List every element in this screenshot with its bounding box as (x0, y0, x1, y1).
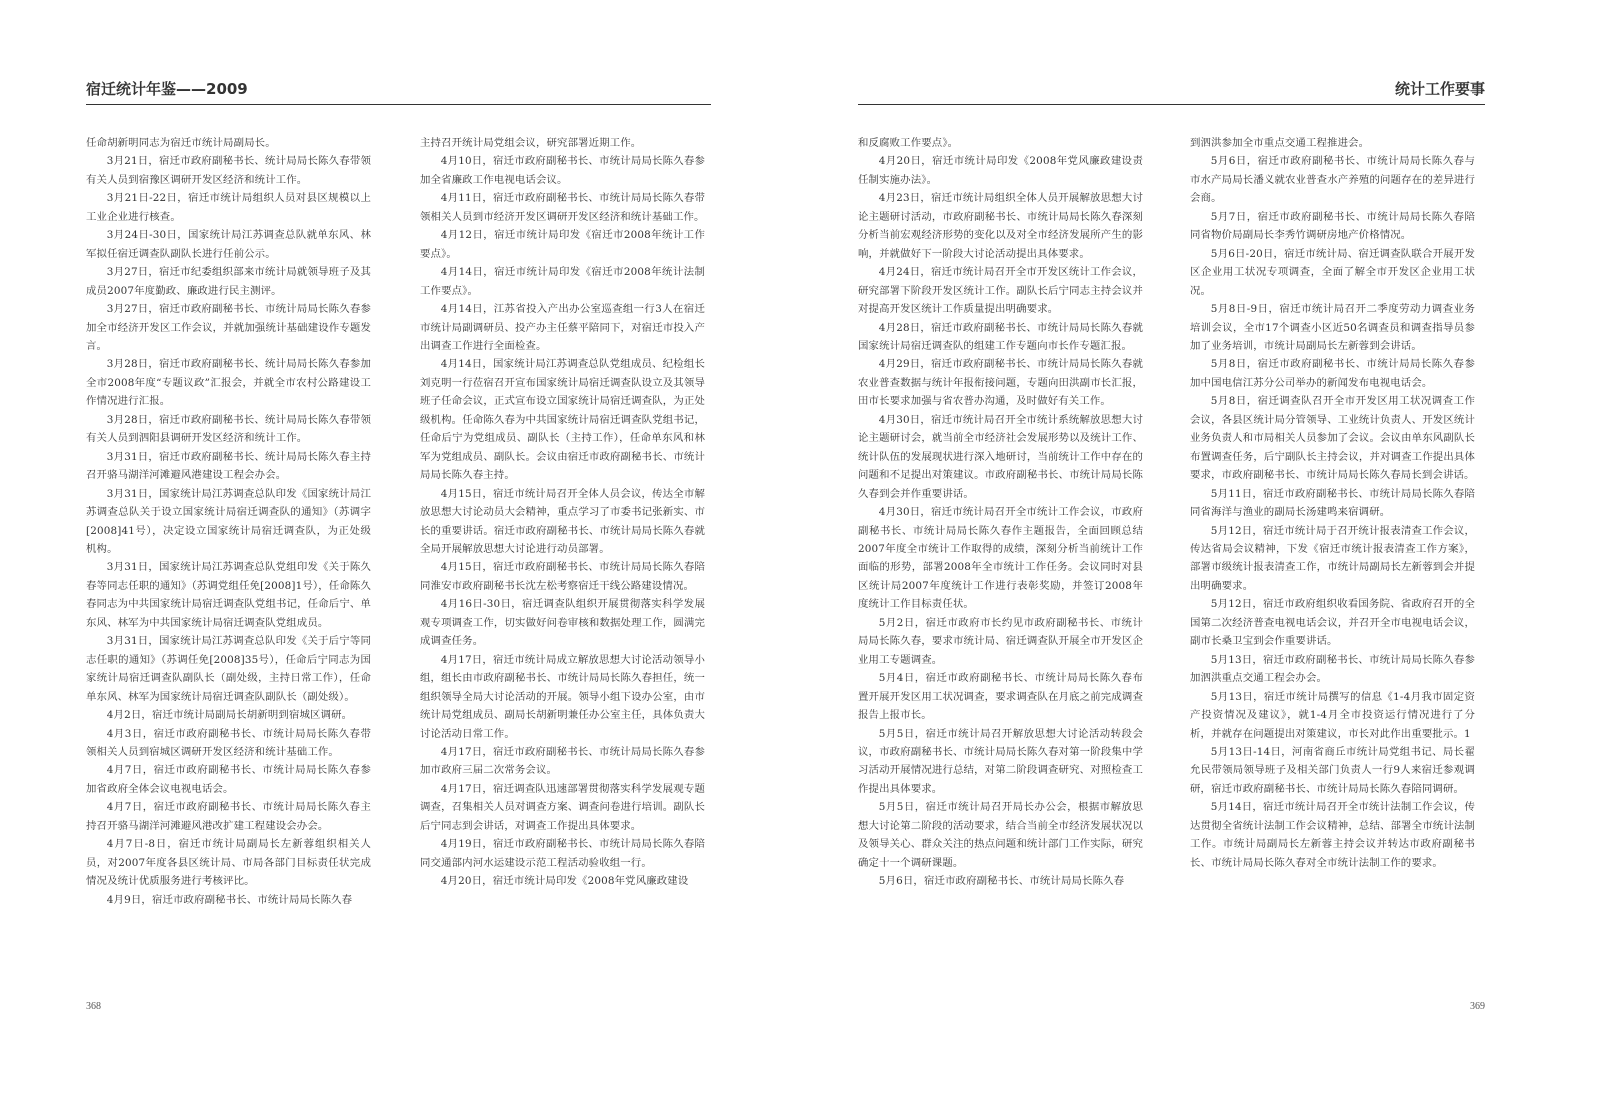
left-page-number: 368 (86, 1001, 101, 1012)
paragraph: 5月4日，宿迁市政府副秘书长、市统计局局长陈久春布置开展开发区用工状况调查，要求调查队在月底之前完成调查报告上报市长。 (858, 672, 1143, 722)
text-column-2 (420, 134, 705, 891)
paragraph: 4月17日，宿迁市政府副秘书长、市统计局局长陈久春参加市政府三届二次常务会议。 (420, 745, 705, 777)
text-column-3 (858, 134, 1143, 891)
paragraph: 5月5日，宿迁市统计局召开解放思想大讨论活动转段会议，市政府副秘书长、市统计局局长陈久春对第一阶段集中学习活动开展情况进行总结，对第二阶段调查研究、对照检查工作提出具体要求。 (858, 727, 1143, 795)
paragraph: 到泗洪参加全市重点交通工程推进会。 (1190, 137, 1370, 149)
paragraph: 4月20日，宿迁市统计局印发《2008年党风廉政建设 (440, 875, 689, 888)
paragraph: 3月24日-30日，国家统计局江苏调查总队就单东风、林军拟任宿迁调查队副队长进行任前公示。 (86, 229, 371, 260)
paragraph: 3月27日，宿迁市政府副秘书长、市统计局局长陈久春参加全市经济开发区工作会议，并就加强统计基础建设作专题发言。 (86, 303, 371, 352)
paragraph: 5月2日，宿迁市政府市长约见市政府副秘书长、市统计局局长陈久春，要求市统计局、宿迁调查队开展全市开发区企业用工专题调查。 (858, 616, 1143, 666)
left-header-rule (86, 104, 711, 105)
paragraph: 4月30日，宿迁市统计局召开全市统计工作会议，市政府副秘书长、市统计局局长陈久春作主题报告，全面回顾总结2007年度全市统计工作取得的成绩，深刻分析当前统计工作面临的形势，部署2008年全市统计工作任务。会议同时对县区统计局2007年度统计工作进行表彰奖励，并签订2008年度统计工作目标责任状。 (858, 506, 1143, 611)
paragraph: 4月19日，宿迁市政府副秘书长、市统计局局长陈久春陪同交通部内河水运建设示范工程活动验收组一行。 (420, 838, 705, 869)
paragraph: 5月8日，宿迁市政府副秘书长、市统计局局长陈久春参加中国电信江苏分公司举办的新闻发布电视电话会。 (1190, 358, 1475, 389)
paragraph: 任命胡新明同志为宿迁市统计局副局长。 (86, 137, 276, 149)
right-header-rule (858, 104, 1485, 105)
paragraph: 3月27日，宿迁市纪委组织部来市统计局就领导班子及其成员2007年度勤政、廉政进行民主测评。 (86, 266, 371, 297)
paragraph: 3月31日，国家统计局江苏调查总队党组印发《关于陈久春等同志任职的通知》（苏调党组任免[2008]1号），任命陈久春同志为中共国家统计局宿迁调查队党组书记，任命后宁、单东风、林军为中共国家统计局宿迁调查队党组成员。 (86, 561, 371, 629)
right-page-number: 369 (1470, 1001, 1485, 1012)
paragraph: 4月3日，宿迁市政府副秘书长、市统计局局长陈久春带领相关人员到宿城区调研开发区经济和统计基础工作。 (86, 727, 371, 758)
paragraph: 3月21日-22日，宿迁市统计局组织人员对县区规模以上工业企业进行核查。 (86, 192, 371, 223)
paragraph: 4月2日，宿迁市统计局副局长胡新明到宿城区调研。 (106, 709, 353, 722)
paragraph: 4月28日，宿迁市政府副秘书长、市统计局局长陈久春就国家统计局宿迁调查队的组建工作专题向市长作专题汇报。 (858, 321, 1143, 352)
paragraph: 5月8日，宿迁调查队召开全市开发区用工状况调查工作会议，各县区统计局分管领导、工业统计负责人、开发区统计业务负责人和市局相关人员参加了会议。会议由单东风副队长布置调查任务，后宁副队长主持会议，并对调查工作提出具体要求，市政府副秘书长、市统计局局长陈久春局长到会讲话。 (1190, 395, 1475, 482)
paragraph: 5月12日，宿迁市统计局于召开统计报表清查工作会议，传达省局会议精神，下发《宿迁市统计报表清查工作方案》，部署市级统计报表清查工作，市统计局副局长左新蓉到会并提出明确要求。 (1190, 524, 1475, 592)
paragraph: 4月14日，宿迁市统计局印发《宿迁市2008年统计法制工作要点》。 (420, 266, 705, 297)
paragraph: 5月13日，宿迁市统计局撰写的信息《1-4月我市固定资产投资情况及建议》，就1-4月全市投资运行情况进行了分析，并就存在问题提出对策建议，市长对此作出重要批示。1 (1190, 690, 1475, 740)
right-page-header: 统计工作要事 (1394, 80, 1485, 98)
paragraph: 5月6日，宿迁市政府副秘书长、市统计局局长陈久春与市水产局局长潘义就农业普查水产养殖的问题存在的差异进行会商。 (1190, 155, 1475, 205)
paragraph: 4月14日，国家统计局江苏调查总队党组成员、纪检组长刘克明一行莅宿召开宣布国家统计局宿迁调查队设立及其领导班子任命会议，正式宣布设立国家统计局宿迁调查队，为正处级机构。任命陈久春为中共国家统计局宿迁调查队党组书记，任命后宁为党组成员、副队长（主持工作），任命单东风和林军为党组成员、副队长。会议由宿迁市政府副秘书长、市统计局局长陈久春主持。 (420, 358, 705, 482)
paragraph: 5月6日，宿迁市政府副秘书长、市统计局局长陈久春 (878, 875, 1125, 888)
paragraph: 和反腐败工作要点》。 (858, 137, 959, 149)
paragraph: 4月7日，宿迁市政府副秘书长、市统计局局长陈久春主持召开骆马湖洋河滩避风港改扩建工程建设会办会。 (86, 801, 371, 832)
left-page-header: 宿迁统计年鉴——2009 (86, 80, 248, 98)
paragraph: 4月24日，宿迁市统计局召开全市开发区统计工作会议，研究部署下阶段开发区统计工作。副队长后宁同志主持会议并对提高开发区统计工作质量提出明确要求。 (858, 266, 1143, 316)
paragraph: 4月7日-8日，宿迁市统计局副局长左新蓉组织相关人员，对2007年度各县区统计局、市局各部门目标责任状完成情况及统计优质服务进行考核评比。 (86, 838, 371, 888)
paragraph: 4月9日，宿迁市政府副秘书长、市统计局局长陈久春 (106, 893, 353, 906)
paragraph: 4月23日，宿迁市统计局组织全体人员开展解放思想大讨论主题研讨活动，市政府副秘书长、市统计局局长陈久春深刻分析当前宏观经济形势的变化以及对全市经济发展所产生的影响，并就做好下一阶段大讨论活动提出具体要求。 (858, 192, 1143, 260)
paragraph: 4月17日，宿迁调查队迅速部署贯彻落实科学发展观专题调查，召集相关人员对调查方案、调查问卷进行培训。副队长后宁同志到会讲话，对调查工作提出具体要求。 (420, 782, 705, 832)
paragraph: 4月15日，宿迁市统计局召开全体人员会议，传达全市解放思想大讨论动员大会精神，重点学习了市委书记张新实、市长的重要讲话。宿迁市政府副秘书长、市统计局局长陈久春就全局开展解放思想大讨论进行动员部署。 (420, 487, 705, 555)
paragraph: 3月31日，国家统计局江苏调查总队印发《国家统计局江苏调查总队关于设立国家统计局宿迁调查队的通知》（苏调字[2008]41号），决定设立国家统计局宿迁调查队，为正处级机构。 (86, 487, 371, 555)
paragraph: 5月12日，宿迁市政府组织收看国务院、省政府召开的全国第二次经济普查电视电话会议，并召开全市电视电话会议，副市长桑卫宝到会作重要讲话。 (1190, 598, 1475, 648)
paragraph: 4月30日，宿迁市统计局召开全市统计系统解放思想大讨论主题研讨会，就当前全市经济社会发展形势以及统计工作、统计队伍的发展现状进行深入地研讨，当前统计工作中存在的问题和不足提出对策建议。市政府副秘书长、市统计局局长陈久春到会并作重要讲话。 (858, 413, 1143, 500)
paragraph: 4月14日，江苏省投入产出办公室巡查组一行3人在宿迁市统计局副调研员、投产办主任蔡平陪同下，对宿迁市投入产出调查工作进行全面检查。 (420, 303, 705, 352)
text-column-1 (86, 134, 371, 909)
paragraph: 3月21日，宿迁市政府副秘书长、统计局局长陈久春带领有关人员到宿豫区调研开发区经济和统计工作。 (86, 155, 371, 186)
paragraph: 5月7日，宿迁市政府副秘书长、市统计局局长陈久春陪同省物价局副局长李秀竹调研房地产价格情况。 (1190, 210, 1475, 242)
paragraph: 4月15日，宿迁市政府副秘书长、市统计局局长陈久春陪同淮安市政府副秘书长沈左松考察宿迁干线公路建设情况。 (420, 561, 705, 592)
paragraph: 3月28日，宿迁市政府副秘书长、统计局局长陈久春参加全市2008年度“专题议政”汇报会，并就全市农村公路建设工作情况进行汇报。 (86, 358, 371, 408)
paragraph: 5月8日-9日，宿迁市统计局召开二季度劳动力调查业务培训会议，全市17个调查小区近50名调查员和调查指导员参加了业务培训，市统计局副局长左新蓉到会讲话。 (1190, 303, 1475, 352)
paragraph: 5月6日-20日，宿迁市统计局、宿迁调查队联合开展开发区企业用工状况专项调查，全面了解全市开发区企业用工状况。 (1190, 247, 1475, 297)
paragraph: 3月28日，宿迁市政府副秘书长、统计局局长陈久春带领有关人员到泗阳县调研开发区经济和统计工作。 (86, 413, 371, 445)
paragraph: 4月12日，宿迁市统计局印发《宿迁市2008年统计工作要点》。 (420, 229, 705, 260)
paragraph: 4月11日，宿迁市政府副秘书长、市统计局局长陈久春带领相关人员到市经济开发区调研开发区经济和统计基础工作。 (420, 192, 705, 223)
paragraph: 5月13日，宿迁市政府副秘书长、市统计局局长陈久春参加泗洪重点交通工程会办会。 (1190, 653, 1475, 685)
paragraph: 4月17日，宿迁市统计局成立解放思想大讨论活动领导小组，组长由市政府副秘书长、市统计局局长陈久春担任，统一组织领导全局大讨论活动的开展。领导小组下设办公室，由市统计局党组成员、副局长胡新明兼任办公室主任，具体负责大讨论活动日常工作。 (420, 653, 705, 740)
paragraph: 主持召开统计局党组会议，研究部署近期工作。 (420, 137, 642, 149)
paragraph: 5月5日，宿迁市统计局召开局长办公会，根据市解放思想大讨论第二阶段的活动要求，结合当前全市经济发展状况以及领导关心、群众关注的热点问题和统计部门工作实际，研究确定十一个调研课题。 (858, 801, 1143, 869)
text-column-4 (1190, 134, 1475, 872)
paragraph: 4月7日，宿迁市政府副秘书长、市统计局局长陈久春参加省政府全体会议电视电话会。 (86, 764, 371, 795)
paragraph: 4月10日，宿迁市政府副秘书长、市统计局局长陈久春参加全省廉政工作电视电话会议。 (420, 155, 705, 186)
paragraph: 4月16日-30日，宿迁调查队组织开展贯彻落实科学发展观专项调查工作，切实做好问卷审核和数据处理工作，圆满完成调查任务。 (420, 598, 705, 648)
paragraph: 3月31日，宿迁市政府副秘书长、统计局局长陈久春主持召开骆马湖洋河滩避风港建设工程会办会。 (86, 450, 371, 482)
paragraph: 4月20日，宿迁市统计局印发《2008年党风廉政建设责任制实施办法》。 (858, 155, 1143, 186)
paragraph: 5月13日-14日，河南省商丘市统计局党组书记、局长翟允民带领局领导班子及相关部门负责人一行9人来宿迁参观调研，宿迁市政府副秘书长、市统计局局长陈久春陪同调研。 (1190, 745, 1475, 795)
paragraph: 3月31日，国家统计局江苏调查总队印发《关于后宁等同志任职的通知》（苏调任免[2008]35号），任命后宁同志为国家统计局宿迁调查队副队长（副处级，主持日常工作），任命单东风、林军为国家统计局宿迁调查队副队长（副处级）。 (86, 635, 371, 703)
paragraph: 5月11日，宿迁市政府副秘书长、市统计局局长陈久春陪同省海洋与渔业的副局长汤建鸣来宿调研。 (1190, 487, 1475, 519)
paragraph: 5月14日，宿迁市统计局召开全市统计法制工作会议，传达贯彻全省统计法制工作会议精神，总结、部署全市统计法制工作。市统计局副局长左新蓉主持会议并转达市政府副秘书长、市统计局局长陈久春对全市统计法制工作的要求。 (1190, 801, 1475, 869)
paragraph: 4月29日，宿迁市政府副秘书长、市统计局局长陈久春就农业普查数据与统计年报衔接问题，专题向田洪副市长汇报，田市长要求加强与省农普办沟通，及时做好有关工作。 (858, 358, 1143, 408)
